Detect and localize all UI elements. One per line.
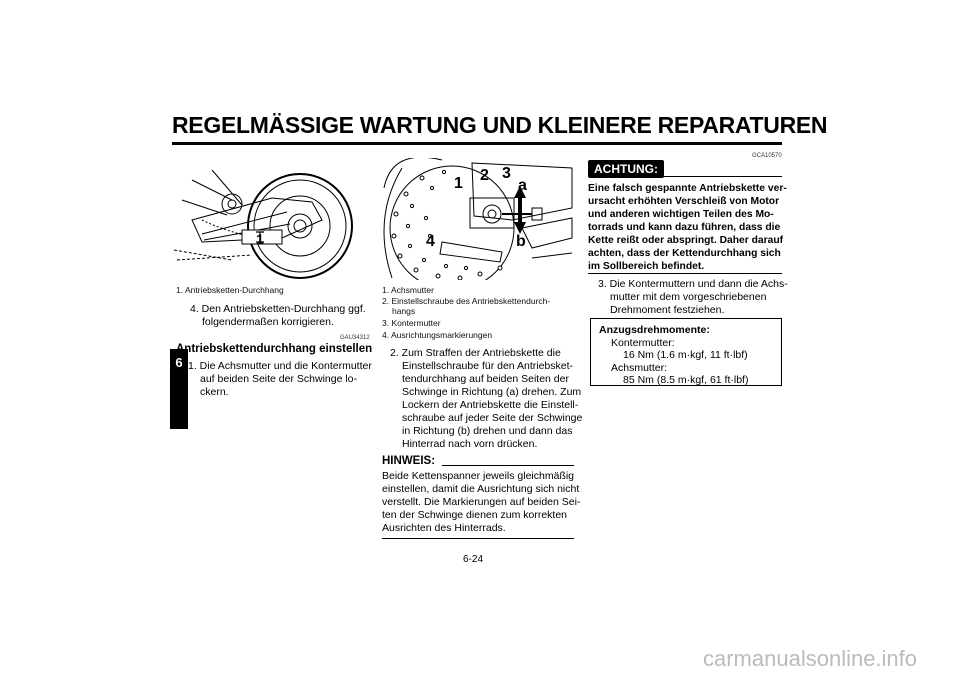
fig2-caption-1: 1. Achsmutter xyxy=(382,285,434,295)
step-1-line1: 1. Die Achsmutter und die Kontermutter xyxy=(188,360,372,372)
step-2-line2: Einstellschraube für den Antriebsket- xyxy=(402,360,574,372)
hinweis-line2: einstellen, damit die Ausrichtung sich nicht xyxy=(382,483,580,495)
hinweis-line1: Beide Kettenspanner jeweils gleichmäßig xyxy=(382,470,575,482)
fig2-label-a: a xyxy=(518,177,527,194)
fig2-label-b: b xyxy=(516,233,526,250)
warning-line7: im Sollbereich befindet. xyxy=(588,261,705,272)
figure-rear-wheel-chain xyxy=(172,160,362,280)
warning-line2: ursacht erhöhten Verschleiß von Motor xyxy=(588,196,780,207)
warning-line6: achten, dass der Kettendurchhang sich xyxy=(588,248,781,259)
fig2-label-3: 3 xyxy=(502,165,511,182)
step-2-line5: Lockern der Antriebskette die Einstell- xyxy=(402,399,579,411)
fig2-label-2: 2 xyxy=(480,167,489,184)
chapter-tab: 6 xyxy=(170,349,188,429)
fig2-label-4: 4 xyxy=(426,233,435,250)
step-2-line6: schraube auf jeder Seite der Schwinge xyxy=(402,412,583,424)
fig2-caption-2: 2. Einstellschraube des Antriebskettendurch- xyxy=(382,296,551,306)
hinweis-rule xyxy=(442,465,574,466)
torque-value-kontermutter: 16 Nm (1.6 m·kgf, 11 ft·lbf) xyxy=(623,349,748,361)
step-3-line1: 3. Die Kontermuttern und dann die Achs- xyxy=(598,278,788,290)
step-4-line1: 4. Den Antriebsketten-Durchhang ggf. xyxy=(190,303,366,315)
hinweis-line3: verstellt. Die Markierungen auf beiden Sei- xyxy=(382,496,581,508)
warning-line5: Kette reißt oder abspringt. Daher darauf xyxy=(588,235,784,246)
section-heading: Antriebskettendurchhang einstellen xyxy=(176,343,373,355)
warning-line1: Eine falsch gespannte Antriebskette ver- xyxy=(588,183,787,194)
page-title: REGELMÄSSIGE WARTUNG UND KLEINERE REPARATUREN xyxy=(172,112,828,138)
fig2-caption-4: 4. Ausrichtungsmarkierungen xyxy=(382,330,493,340)
step-1-line3: ckern. xyxy=(200,386,229,398)
torque-label-achsmutter: Achsmutter: xyxy=(611,361,668,374)
figure1-caption: 1. Antriebsketten-Durchhang xyxy=(176,285,284,295)
step-2-line7: in Richtung (b) drehen und dann das xyxy=(402,425,573,437)
step-2-line8: Hinterrad nach vorn drücken. xyxy=(402,438,538,450)
warning-line3: und anderen wichtigen Teilen des Mo- xyxy=(588,209,774,220)
achtung-label: ACHTUNG: xyxy=(588,160,664,178)
step-3-line3: Drehmoment festziehen. xyxy=(610,304,725,316)
warning-bottom-rule xyxy=(588,273,782,274)
step-2-line3: tendurchhang auf beiden Seiten der xyxy=(402,373,569,385)
figure1-callout: 1 xyxy=(256,231,264,247)
fig2-caption-2b: hangs xyxy=(392,306,416,316)
hinweis-title: HINWEIS: xyxy=(382,455,436,467)
step-3-line2: mutter mit dem vorgeschriebenen xyxy=(610,291,767,303)
hinweis-line5: Ausrichten des Hinterrads. xyxy=(382,522,506,534)
step-1-line2: auf beiden Seite der Schwinge lo- xyxy=(200,373,358,385)
torque-value-achsmutter: 85 Nm (8.5 m·kgf, 61 ft·lbf) xyxy=(623,374,749,386)
section-code: GAU34312 xyxy=(340,335,370,341)
page-number: 6-24 xyxy=(463,554,484,565)
achtung-rule xyxy=(660,176,782,177)
warning-line4: torrads und kann dazu führen, dass die xyxy=(588,222,781,233)
watermark-url[interactable]: carmanualsonline.info xyxy=(703,646,918,671)
hinweis-line4: ten der Schwinge dienen zum korrekten xyxy=(382,509,568,521)
torque-spec-box xyxy=(590,318,782,386)
step-4-line2: folgendermaßen korrigieren. xyxy=(202,316,334,328)
fig2-caption-3: 3. Kontermutter xyxy=(382,318,441,328)
step-2-line4: Schwinge in Richtung (a) drehen. Zum xyxy=(402,386,582,398)
torque-title: Anzugsdrehmomente: xyxy=(599,324,710,336)
caution-code: GCA10570 xyxy=(752,153,782,159)
torque-label-kontermutter: Kontermutter: xyxy=(611,336,675,349)
title-rule xyxy=(172,142,782,145)
figure-axle-adjuster xyxy=(382,158,574,280)
fig2-label-1: 1 xyxy=(454,175,463,192)
step-2-line1: 2. Zum Straffen der Antriebskette die xyxy=(390,347,561,359)
hinweis-bottom-rule xyxy=(382,538,574,539)
